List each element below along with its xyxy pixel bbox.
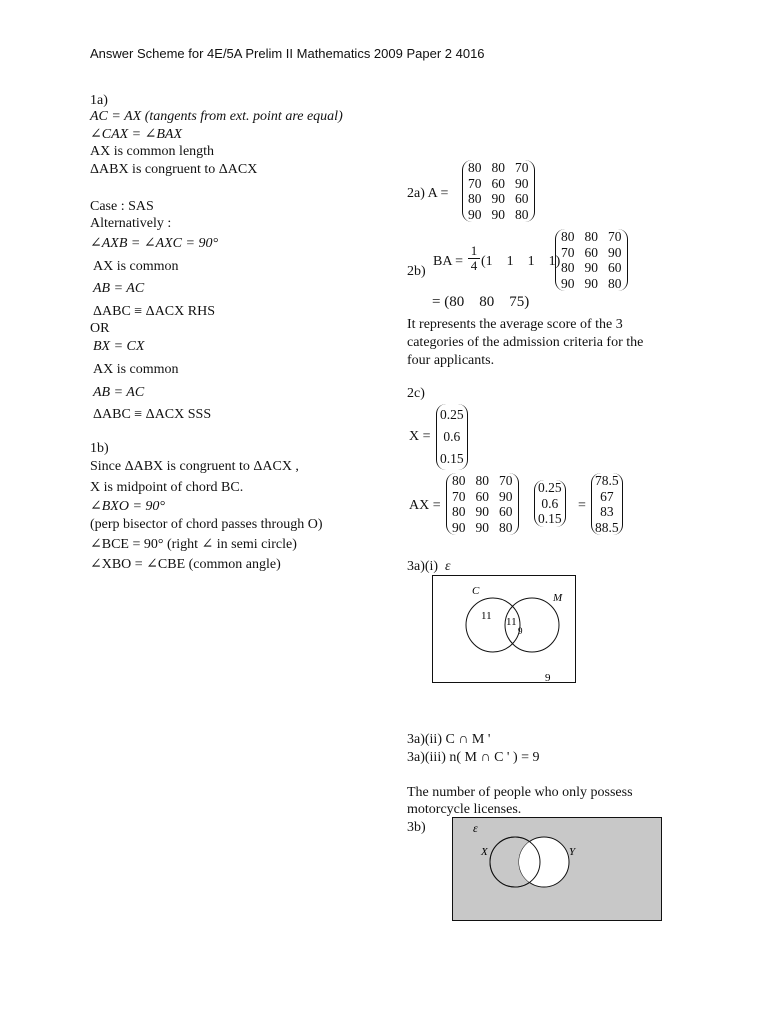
- q2b-row-vector: (1 1 1 1): [481, 254, 561, 269]
- only-m-count: 9: [518, 626, 523, 636]
- matrix-cell: 80: [452, 473, 466, 488]
- q1a-alt-line1: ∠AXB = ∠AXC = 90°: [90, 236, 219, 251]
- q1a-line3: AX is common length: [90, 144, 215, 159]
- x-entry: 0.15: [440, 451, 464, 466]
- matrix-cell: 90: [584, 260, 598, 275]
- matrix-cell: 80: [584, 229, 598, 244]
- q2b-explain-2: categories of the admission criteria for the: [407, 335, 644, 350]
- matrix-a-2b-row: [556, 260, 627, 276]
- matrix-cell: 80: [491, 160, 505, 175]
- q1a-line4: ΔABX is congruent to ΔACX: [90, 162, 258, 177]
- q1a-or-line1: BX = CX: [93, 339, 145, 354]
- q3b-label: 3b): [407, 820, 426, 835]
- outside-count: 9: [545, 672, 551, 683]
- vector-ax-result: [591, 473, 623, 535]
- matrix-a-2c-row: [447, 504, 518, 520]
- q2c-equals: =: [578, 498, 586, 513]
- x-entry: 0.25: [440, 407, 464, 422]
- matrix-cell: 60: [491, 175, 505, 191]
- matrix-a-2c-row: [447, 520, 518, 536]
- q1a-case: Case : SAS: [90, 199, 154, 214]
- matrix-cell: 90: [584, 275, 598, 291]
- result-entry: 78.5: [595, 473, 619, 488]
- matrix-a-2b-row: [556, 229, 627, 245]
- page-header: Answer Scheme for 4E/5A Prelim II Mathematics 2009 Paper 2 4016: [90, 46, 485, 61]
- matrix-cell: 70: [515, 160, 529, 175]
- q2c-label: 2c): [407, 386, 425, 401]
- q1b-line3: ∠BXO = 90°: [90, 499, 165, 514]
- x-entry: 0.6: [541, 495, 559, 511]
- q3a-explain-1: The number of people who only possess: [407, 785, 633, 800]
- q1b-line6: ∠XBO = ∠CBE (common angle): [90, 557, 281, 572]
- matrix-cell: 60: [608, 260, 622, 275]
- intersection-count: 11: [506, 616, 517, 628]
- q1b-line4: (perp bisector of chord passes through O): [90, 517, 323, 532]
- vector-x-2c: [534, 480, 566, 527]
- fraction-numerator: 1: [470, 243, 478, 258]
- epsilon-label: ε: [473, 821, 478, 835]
- q1a-label: 1a): [90, 93, 108, 108]
- q1b-line1: Since ΔABX is congruent to ΔACX ,: [90, 459, 299, 474]
- matrix-cell: 60: [475, 488, 489, 504]
- set-x-label: X: [481, 846, 488, 858]
- matrix-cell: 90: [499, 488, 513, 504]
- q1a-alt-line3: AB = AC: [93, 281, 145, 296]
- matrix-cell: 80: [452, 504, 466, 519]
- matrix-cell: 90: [491, 191, 505, 206]
- q2b-explain-3: four applicants.: [407, 353, 495, 368]
- q1a-line1: AC = AX (tangents from ext. point are equal): [90, 109, 343, 124]
- result-entry: 67: [600, 488, 614, 504]
- q1a-or-line3: AB = AC: [93, 385, 145, 400]
- matrix-cell: 90: [475, 519, 489, 535]
- set-y-label: Y: [569, 846, 576, 858]
- q2c-x-label: X =: [409, 429, 431, 444]
- vector-x: [436, 404, 468, 470]
- matrix-a-2b-row: [556, 276, 627, 292]
- matrix-a-row: [463, 176, 534, 192]
- q1a-alternatively: Alternatively :: [90, 216, 172, 231]
- x-entry: 0.25: [538, 480, 562, 495]
- matrix-a-row: [463, 207, 534, 223]
- q2a-label: 2a) A =: [407, 186, 449, 201]
- matrix-a-2b: [555, 229, 628, 291]
- x-entry: 0.15: [538, 511, 562, 526]
- venn-diagram-3b: [452, 817, 662, 921]
- q1a-or: OR: [90, 321, 110, 336]
- q3a-epsilon: ε: [445, 559, 451, 574]
- x-entry: 0.6: [443, 429, 461, 444]
- matrix-cell: 80: [608, 275, 622, 291]
- matrix-cell: 90: [608, 244, 622, 260]
- q1b-label: 1b): [90, 441, 109, 456]
- matrix-cell: 80: [468, 191, 482, 206]
- matrix-cell: 90: [561, 275, 575, 291]
- q1a-or-line2: AX is common: [93, 362, 179, 377]
- q1a-or-line4: ΔABC ≡ ΔACX SSS: [93, 407, 212, 422]
- q1b-line5: ∠BCE = 90° (right ∠ in semi circle): [90, 537, 297, 552]
- matrix-cell: 60: [499, 504, 513, 519]
- q2b-explain-1: It represents the average score of the 3: [407, 317, 623, 332]
- q3a-explain-2: motorcycle licenses.: [407, 802, 522, 817]
- q2c-ax-label: AX =: [409, 498, 441, 513]
- matrix-cell: 90: [475, 504, 489, 519]
- matrix-cell: 60: [515, 191, 529, 206]
- fraction-denominator: 4: [468, 258, 480, 273]
- matrix-a-2c-row: [447, 473, 518, 489]
- q2b-label: 2b): [407, 264, 426, 279]
- matrix-a-row: [463, 191, 534, 207]
- result-entry: 88.5: [595, 519, 619, 535]
- q2b-result: = (80 80 75): [432, 294, 530, 310]
- q3a-ii: 3a)(ii) C ∩ M ': [407, 732, 491, 747]
- result-entry: 83: [600, 504, 614, 519]
- q1a-line2: ∠CAX = ∠BAX: [90, 127, 183, 142]
- matrix-cell: 80: [561, 229, 575, 244]
- matrix-cell: 90: [452, 519, 466, 535]
- matrix-a-row: [463, 160, 534, 176]
- matrix-cell: 70: [499, 473, 513, 488]
- matrix-cell: 80: [515, 206, 529, 222]
- matrix-cell: 80: [475, 473, 489, 488]
- matrix-a-2b-row: [556, 245, 627, 261]
- matrix-a: [462, 160, 535, 222]
- matrix-cell: 80: [468, 160, 482, 175]
- matrix-cell: 70: [468, 175, 482, 191]
- q2b-fraction: [468, 244, 480, 273]
- q3a-i-label: 3a)(i): [407, 559, 439, 574]
- set-c-label: C: [472, 585, 480, 597]
- q3a-iii: 3a)(iii) n( M ∩ C ' ) = 9: [407, 750, 540, 765]
- matrix-cell: 70: [561, 244, 575, 260]
- q1b-line2: X is midpoint of chord BC.: [90, 480, 244, 495]
- matrix-cell: 80: [561, 260, 575, 275]
- venn-diagram-3a: [432, 575, 576, 683]
- matrix-cell: 80: [499, 519, 513, 535]
- q2b-ba-label: BA =: [433, 254, 464, 269]
- matrix-cell: 70: [452, 488, 466, 504]
- matrix-cell: 70: [608, 229, 622, 244]
- matrix-cell: 90: [468, 206, 482, 222]
- set-m-label: M: [553, 592, 563, 604]
- matrix-a-2c-row: [447, 489, 518, 505]
- matrix-cell: 90: [515, 175, 529, 191]
- only-c-count: 11: [481, 610, 492, 622]
- matrix-cell: 60: [584, 244, 598, 260]
- matrix-cell: 90: [491, 206, 505, 222]
- matrix-a-2c: [446, 473, 519, 535]
- q1a-alt-line4: ΔABC ≡ ΔACX RHS: [93, 304, 215, 319]
- q1a-alt-line2: AX is common: [93, 259, 179, 274]
